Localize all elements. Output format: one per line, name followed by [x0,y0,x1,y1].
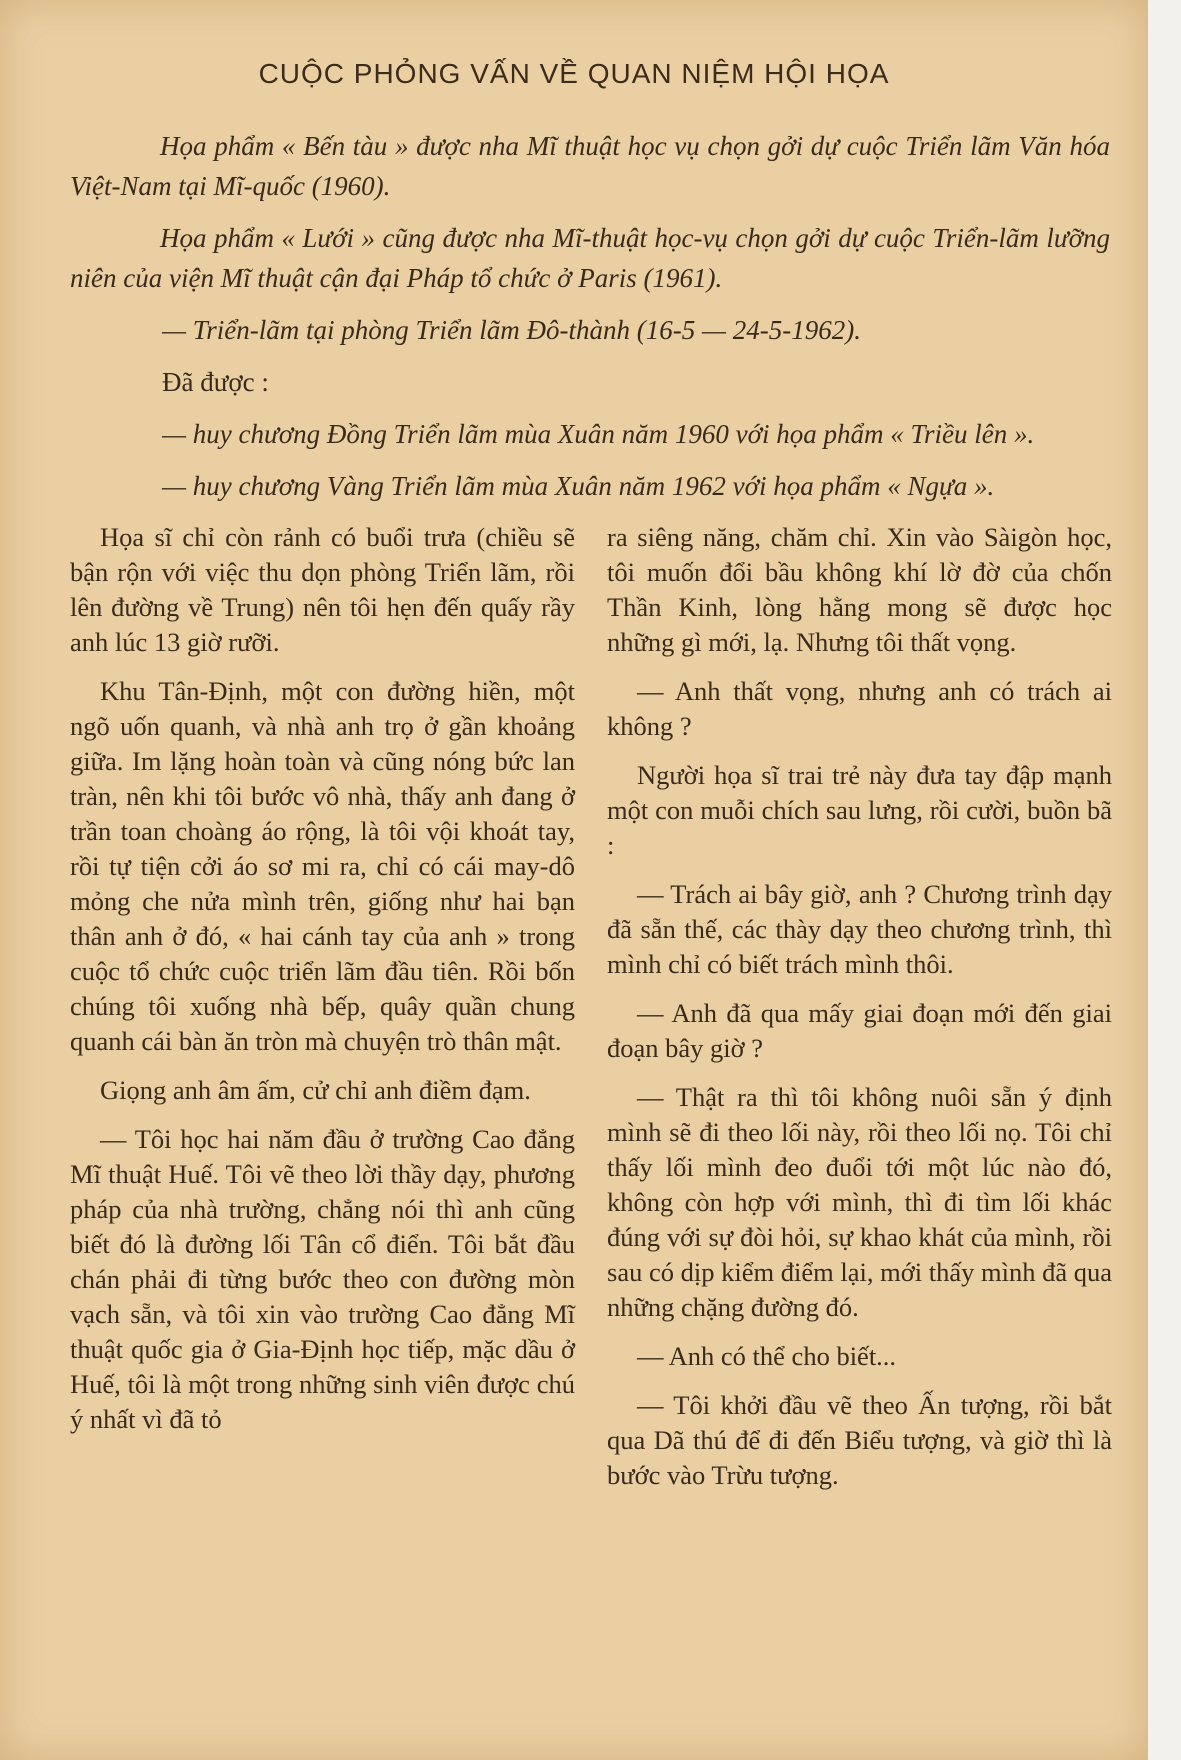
intro-paragraph-exhibition-paris: Họa phẩm « Lưới » cũng được nha Mĩ-thuật học-vụ chọn gởi dự cuộc Triển-lãm lưỡng niên của viện Mĩ thuật cận đại Pháp tổ chức ở Paris (1961). [70,223,1110,293]
body-paragraph: ra siêng năng, chăm chỉ. Xin vào Sàigòn học, tôi muốn đổi bầu không khí lờ đờ của chốn Thần Kinh, lòng hằng mong sẽ được học những gì mới, lạ. Nhưng tôi thất vọng. [607,522,1112,657]
left-column [70,520,575,1451]
intro-paragraph-exhibition-usa: Họa phẩm « Bến tàu » được nha Mĩ thuật học vụ chọn gởi dự cuộc Triển lãm Văn hóa Việt-Nam tại Mĩ-quốc (1960). [70,131,1110,201]
body-paragraph: Khu Tân-Định, một con đường hiền, một ngõ uốn quanh, và nhà anh trọ ở gần khoảng giữa. Im lặng hoàn toàn và cũng nóng bức lan tràn, nên khi tôi bước vô nhà, thấy anh đang ở trần toan choàng áo rộng, là tôi vội khoát tay, rồi tự tiện cởi áo sơ mi ra, chỉ có cái may-dô mỏng che nửa mình trên, giống như hai bạn thân anh ở đó, « hai cánh tay của anh » trong cuộc tổ chức cuộc triển lãm đầu tiên. Rồi bốn chúng tôi xuống nhà bếp, quây quần chung quanh cái bàn ăn tròn mà chuyện trò thân mật. [70,676,575,1056]
body-paragraph: Họa sĩ chỉ còn rảnh có buổi trưa (chiều sẽ bận rộn với việc thu dọn phòng Triển lãm, rồi lên đường về Trung) nên tôi hẹn đến quấy rầy anh lúc 13 giờ rưỡi. [70,522,575,657]
body-paragraph: — Trách ai bây giờ, anh ? Chương trình dạy đã sẵn thế, các thày dạy theo chương trình, thì mình chỉ có biết trách mình thôi. [607,879,1112,979]
body-paragraph: Giọng anh âm ấm, cử chỉ anh điềm đạm. [100,1075,531,1105]
body-paragraph: Người họa sĩ trai trẻ này đưa tay đập mạnh một con muỗi chích sau lưng, rồi cười, buồn bã : [607,760,1112,860]
intro-line-awards-heading: Đã được : [162,367,269,397]
intro-line-exhibition-saigon: — Triển-lãm tại phòng Triển lãm Đô-thành (16-5 — 24-5-1962). [162,315,861,345]
intro-block [70,126,1110,518]
intro-line-gold-medal: — huy chương Vàng Triển lãm mùa Xuân năm 1962 với họa phẩm « Ngựa ». [162,471,995,501]
body-paragraph: — Thật ra thì tôi không nuôi sẵn ý định mình sẽ đi theo lối này, rồi theo lối nọ. Tôi chỉ thấy lối mình đeo đuổi tới một lúc nào đó, không còn hợp với mình, thì đi tìm lối khác đúng với sự đòi hỏi, sự khao khát của mình, rồi sau có dịp kiểm điểm lại, mới thấy mình đã qua những chặng đường đó. [607,1082,1112,1322]
body-paragraph: — Tôi học hai năm đầu ở trường Cao đẳng Mĩ thuật Huế. Tôi vẽ theo lời thầy dạy, phương pháp của nhà trường, chẳng nói thì anh cũng biết đó là đường lối Tân cổ điển. Tôi bắt đầu chán phải đi từng bước theo con đường mòn vạch sẵn, và tôi xin vào trường Cao đẳng Mĩ thuật quốc gia ở Gia-Định học tiếp, mặc dầu ở Huế, tôi là một trong những sinh viên được chú ý nhất vì đã tỏ [70,1124,575,1434]
body-paragraph: — Tôi khởi đầu vẽ theo Ấn tượng, rồi bắt qua Dã thú để đi đến Biểu tượng, và giờ thì là bước vào Trừu tượng. [607,1390,1112,1490]
intro-line-bronze-medal: — huy chương Đồng Triển lãm mùa Xuân năm 1960 với họa phẩm « Triều lên ». [162,419,1035,449]
article-title: CUỘC PHỎNG VẤN VỀ QUAN NIỆM HỘI HỌA [258,58,890,89]
body-paragraph: — Anh đã qua mấy giai đoạn mới đến giai đoạn bây giờ ? [607,998,1112,1063]
body-paragraph: — Anh thất vọng, nhưng anh có trách ai không ? [607,676,1112,741]
right-column [607,520,1112,1507]
body-paragraph: — Anh có thể cho biết... [637,1341,897,1371]
